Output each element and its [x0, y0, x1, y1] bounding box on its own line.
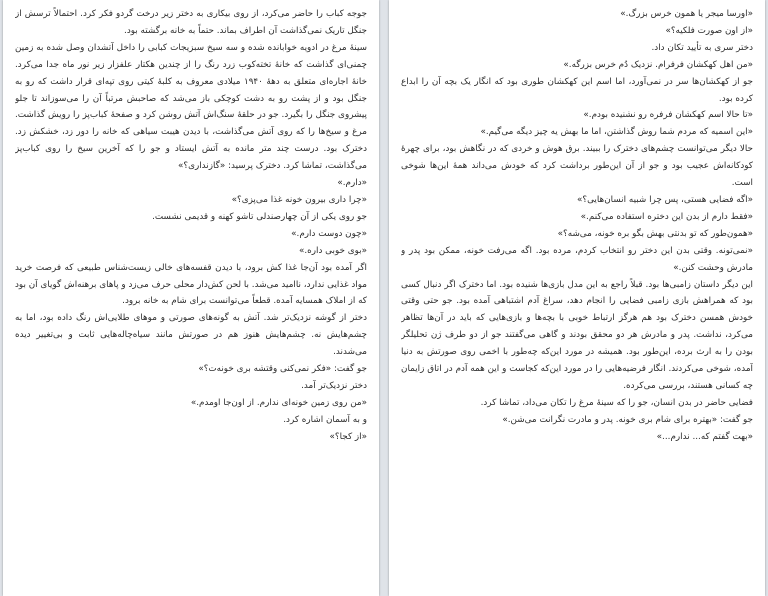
- paragraph: سینهٔ مرغ در ادویه خوابانده شده و سه سیخ سبزیجات کبابی را داخل آتشدان وصل شده به زمین چمنی‌ای گذاشت که خانهٔ تخته‌کوب زرد رنگ را از چندین هکتار علفزار زیر نور ماه جدا می‌کرد. خانهٔ اجاره‌ای متعلق به دههٔ ۱۹۴۰ میلادی معروف به کلبهٔ کیتی روی تپه‌ای قرار داشت که رو به جنگل بود و از پشت رو به دشت کوچکی باز می‌شد که صاحبش مرتباً آن را می‌سوزاند تا جلو پیشروی جنگل را بگیرد. جو در حلقهٔ سنگ‌اش آتش روشن کرد و صفحهٔ کباب‌پز را رویش گذاشت. مرغ و سیخ‌ها را که روی آتش می‌گذاشت، با دیدن هیبت سیاهی که خانه را دور زد، خشکش زد. دخترک بود. درست چند متر مانده به آتش ایستاد و جو را که آخرین سیخ را روی کباب‌پز می‌گذاشت، تماشا کرد. دخترک پرسید: «گازنداری؟»: [15, 42, 367, 172]
- paragraph: این دیگر داستان زامبی‌ها بود. قبلاً راجع به این مدل بازی‌ها شنیده بود. اما دخترک اگر دنبال کسی بود که همراهش بازی زامبی فضایی را انجام دهد، سراغ آدم اشتباهی آمده بود. جو حتی وقتی خودش همسن دخترک بود هم هرگز ارتباط خوبی با بچه‌ها و بازی‌هایی که باید در آن‌ها تظاهر می‌کرد، نداشت. پدر و مادرش هر دو محقق بودند و گاهی می‌گفتند جو از دو طرف ژن تحلیلگر بودن را به ارث برده، این‌طور بود. همیشه در مورد این‌که چه‌طور با اخمی روی صورتش به دنیا آمده، شوخی می‌کردند. انگار فرضیه‌هایی را در مورد این‌که کجاست و این همه آدم در اتاق زایمان چه کسانی هستند، بررسی می‌کرده.: [401, 279, 753, 391]
- paragraph: «من روی زمین خونه‌ای ندارم. از اون‌جا اومدم.»: [190, 397, 367, 408]
- paragraph: «چون دوست دارم.»: [291, 228, 367, 239]
- page-left: [3, 0, 379, 596]
- paragraph: دختر از گوشه نزدیک‌تر شد. آتش به گونه‌های صورتی و موهای طلایی‌اش رنگ داده بود، اما به چشم‌هایش نه. چشم‌هایش هنوز هم در صورتش مانند سیاه‌چاله‌هایی ثابت و بی‌تغییر دیده می‌شدند.: [15, 313, 367, 358]
- paragraph: دختر نزدیک‌تر آمد.: [301, 380, 367, 391]
- paragraph: «بهت گفتم که... ندارم...»: [656, 431, 753, 442]
- paragraph: و به آسمان اشاره کرد.: [283, 414, 367, 425]
- paragraph: «از اون صورت فلکیه؟»: [665, 25, 753, 36]
- paragraph: جو گفت: «بهتره برای شام بری خونه. پدر و مادرت نگرانت می‌شن.»: [502, 414, 753, 425]
- paragraph: «بوی خوبی داره.»: [298, 245, 367, 256]
- paragraph: «از کجا؟»: [329, 431, 367, 442]
- paragraph: جوجه کباب را حاضر می‌کرد، از روی بیکاری به دختر زیر درخت گردو فکر کرد. احتمالاً ترسش از جنگل تاریک نمی‌گذاشت آن اطراف بماند. حتماً به خانه برگشته بود.: [15, 9, 367, 36]
- paragraph: «اورسا میجر یا همون خرس بزرگ.»: [620, 9, 753, 19]
- paragraph: جو روی یکی از آن چهارصندلی تاشو کهنه و قدیمی نشست.: [152, 211, 367, 222]
- page-right: [389, 0, 765, 596]
- paragraph: فضایی حاضر در بدن انسان، جو را که سینهٔ مرغ را تکان می‌داد، تماشا کرد.: [480, 397, 753, 408]
- paragraph: «چرا داری بیرون خونه غذا می‌پزی؟»: [231, 194, 367, 205]
- paragraph: «نمی‌تونه. وقتی بدن این دختر رو انتخاب کردم، مرده بود. اگه می‌رفت خونه، ممکن بود پدر و مادرش وحشت کنن.»: [401, 245, 753, 273]
- paragraph: حالا دیگر می‌توانست چشم‌های دخترک را ببیند. برق هوش و خردی که در نگاهش بود، برای چهرهٔ کودکانه‌اش عجیب بود و جو از آن این‌طور برداشت کرد که خودش می‌داند همهٔ این‌ها شوخی است.: [401, 144, 753, 189]
- paragraph: جو گفت: «فکر نمی‌کنی وقتشه بری خونه‌ت؟»: [198, 364, 367, 375]
- paragraph: «تا حالا اسم کهکشان فرفره رو نشنیده بودم.»: [583, 110, 753, 121]
- paragraph: اگر آمده بود آن‌جا غذا کش برود، با دیدن قفسه‌های خالی زیست‌شناس طبیعی که فرصت خرید مواد غذایی ندارد، ناامید می‌شد. با لحن کش‌دار محلی حرف می‌زد و پاهای برهنه‌اش گویای آن بود که از املاک همسایه آمده. قطعاً می‌توانست برای شام به خانه برود.: [15, 262, 367, 307]
- paragraph: جو از کهکشان‌ها سر در نمی‌آورد، اما اسم این کهکشان طوری بود که انگار یک بچه آن را ابداع کرده بود.: [401, 76, 753, 104]
- paragraph: «اگه فضایی هستی، پس چرا شبیه انسان‌هایی؟»: [577, 194, 753, 205]
- page-left-text: [15, 6, 367, 590]
- page-right-text: [401, 6, 753, 590]
- paragraph: «دارم.»: [337, 178, 367, 189]
- paragraph: دختر سری به تأیید تکان داد.: [651, 42, 753, 53]
- paragraph: «این اسمیه که مردم شما روش گذاشتن، اما ما بهش یه چیز دیگه می‌گیم.»: [480, 127, 753, 138]
- paragraph: «من اهل کهکشان فرفرام. نزدیک دُم خرس بزرگه.»: [563, 59, 753, 70]
- paragraph: «فقط دارم از بدن این دختره استفاده می‌کنم.»: [580, 211, 753, 222]
- paragraph: «همون‌طور که تو بدنتی بهش بگو بره خونه، می‌شه؟»: [557, 228, 753, 239]
